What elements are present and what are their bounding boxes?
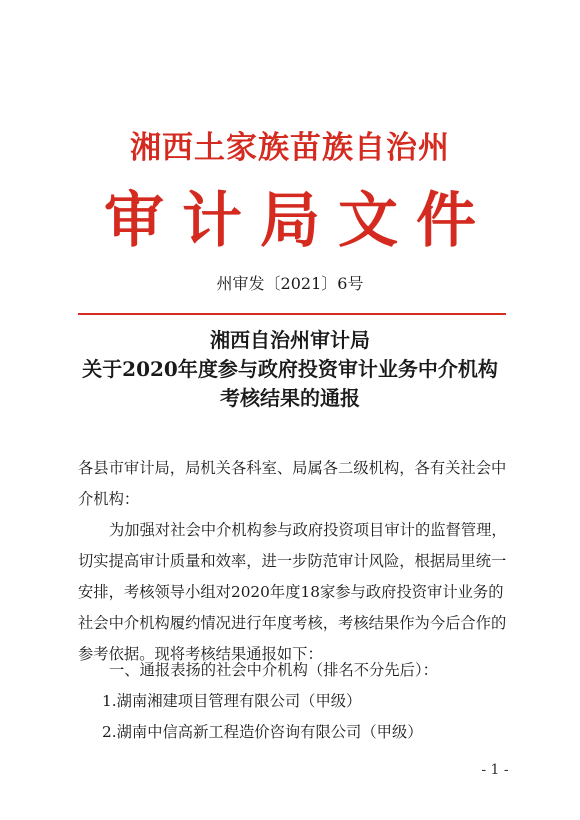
commended-list [78,686,518,748]
section-heading-1 [78,655,518,686]
title-line-2: 关于2020年度参与政府投资审计业务中介机构 [82,357,498,381]
issuing-org-name: 湘西土家族苗族自治州 [130,130,450,166]
title-line-3: 考核结果的通报 [220,386,360,410]
list-item: 2.湖南中信高新工程造价咨询有限公司（甲级） [102,723,423,741]
salutation-line-2: 介机构： [78,490,140,508]
title-line-1: 湘西自治州审计局 [210,328,370,352]
list-item: 1.湖南湘建项目管理有限公司（甲级） [102,692,362,710]
paragraph-line-3: 安排，考核领导小组对2020年度18家参与政府投资审计业务的 [78,583,504,601]
document-title [0,326,580,413]
intro-paragraph [78,515,518,670]
salutation [78,453,518,515]
paragraph-line-4: 社会中介机构履约情况进行年度考核，考核结果作为今后合作的 [78,614,507,632]
document-number: 州审发〔2021〕6号 [216,274,364,293]
red-separator-line [78,313,506,315]
section-1-heading: 一、通报表扬的社会中介机构（排名不分先后）： [109,661,438,679]
page-number: - 1 - [481,762,509,778]
document-type-heading: 审计局文件 [104,186,494,256]
paragraph-line-2: 切实提高审计质量和效率，进一步防范审计风险，根据局里统一 [78,552,507,570]
salutation-line-1: 各县市审计局，局机关各科室、局属各二级机构，各有关社会中 [78,459,507,477]
paragraph-line-1: 为加强对社会中介机构参与政府投资项目审计的监督管理， [109,521,507,539]
paragraph-line-5: 参考依据。现将考核结果通报如下： [78,645,323,663]
